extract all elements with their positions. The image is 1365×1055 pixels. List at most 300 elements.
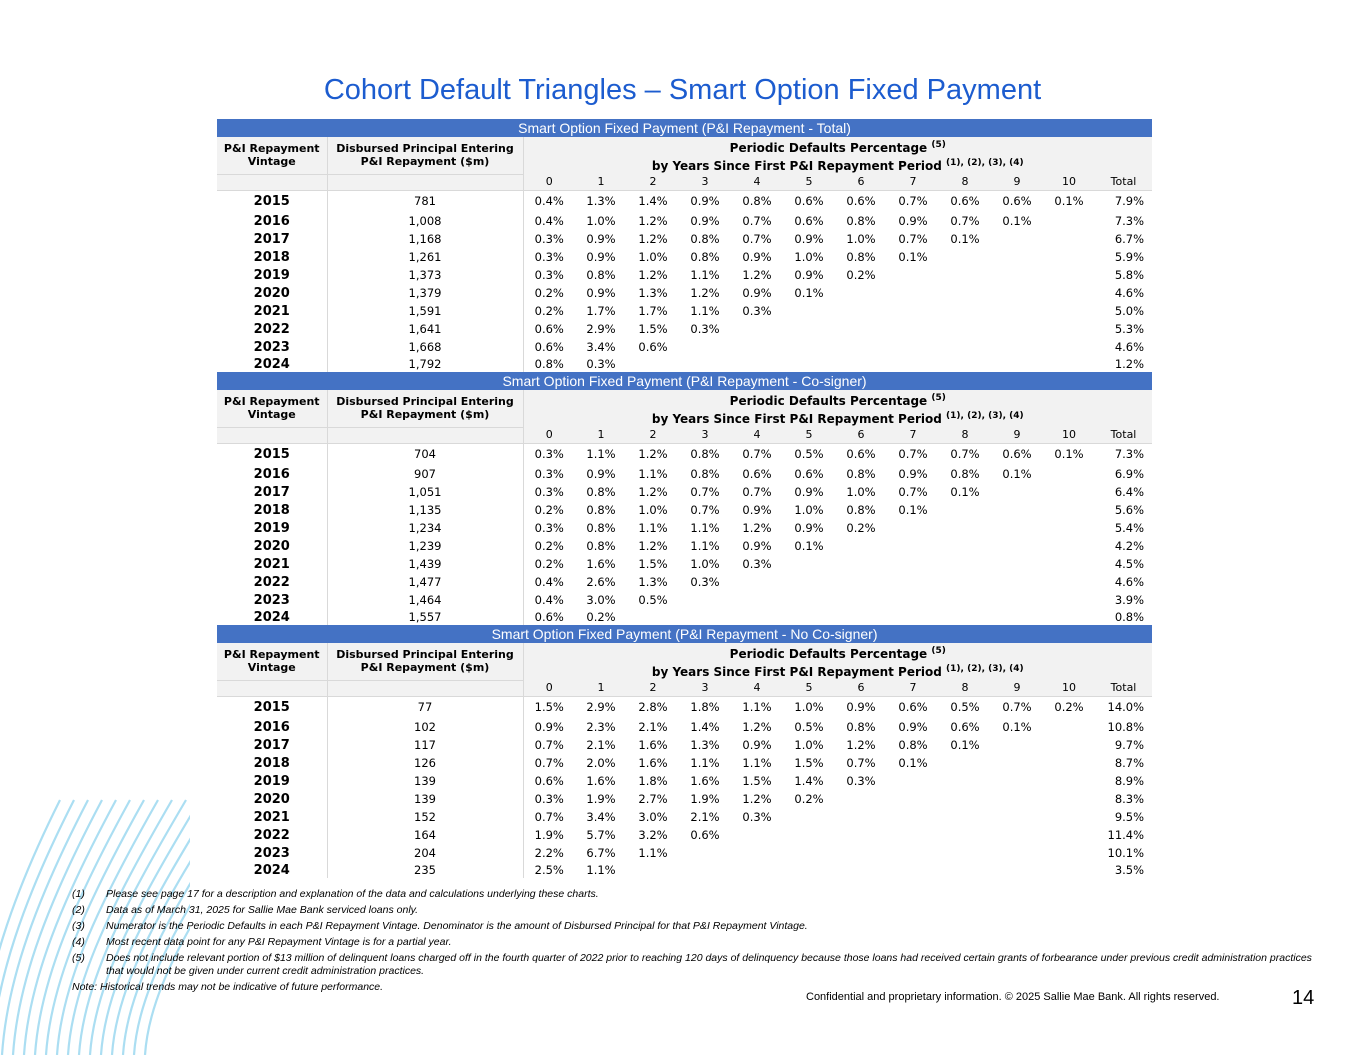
column-header: 6	[835, 427, 887, 443]
default-pct-cell	[1043, 790, 1095, 808]
default-pct-cell	[835, 609, 887, 625]
principal-cell: 139	[327, 790, 523, 808]
column-header: 2	[627, 680, 679, 696]
default-pct-cell: 0.3%	[690, 322, 720, 336]
default-pct-cell: 0.6%	[534, 340, 564, 354]
default-pct-cell	[1043, 555, 1095, 573]
default-pct-cell: 3.4%	[586, 810, 616, 824]
default-pct-cell	[835, 573, 887, 591]
principal-cell: 1,439	[327, 555, 523, 573]
vintage-cell: 2019	[217, 519, 327, 537]
default-pct-cell: 1.0%	[638, 503, 668, 517]
footnote-text: Data as of March 31, 2025 for Sallie Mae Bank serviced loans only.	[106, 904, 419, 916]
default-pct-cell: 0.6%	[534, 322, 564, 336]
default-pct-cell: 0.6%	[794, 214, 824, 228]
default-pct-cell	[783, 826, 835, 844]
default-pct-cell	[1043, 212, 1095, 230]
default-pct-cell: 0.9%	[898, 214, 928, 228]
default-pct-cell: 0.9%	[586, 250, 616, 264]
column-header: 2	[627, 174, 679, 190]
default-pct-cell: 0.7%	[534, 756, 564, 770]
default-pct-cell: 0.6%	[794, 194, 824, 209]
empty-cell	[217, 680, 327, 696]
default-pct-cell: 0.2%	[794, 792, 824, 806]
default-pct-cell	[887, 826, 939, 844]
default-pct-cell: 2.7%	[638, 792, 668, 806]
footnote-number: (2)	[72, 904, 85, 916]
default-pct-cell	[783, 356, 835, 372]
default-pct-cell	[991, 555, 1043, 573]
default-pct-cell	[1043, 356, 1095, 372]
default-pct-cell: 0.3%	[586, 357, 616, 371]
default-pct-cell	[1043, 483, 1095, 501]
default-pct-cell	[731, 844, 783, 862]
column-header: 4	[731, 427, 783, 443]
principal-cell: 117	[327, 736, 523, 754]
default-pct-cell: 0.3%	[846, 774, 876, 788]
total-cell: 9.7%	[1114, 738, 1145, 752]
default-pct-cell: 2.9%	[586, 322, 616, 336]
total-cell: 5.4%	[1114, 521, 1145, 535]
table-row	[217, 465, 1152, 483]
principal-cell: 1,464	[327, 591, 523, 609]
default-pct-cell	[939, 284, 991, 302]
default-pct-cell	[939, 844, 991, 862]
default-pct-cell: 1.9%	[586, 792, 616, 806]
section-title-row	[217, 119, 1152, 137]
default-pct-cell: 0.5%	[638, 593, 668, 607]
default-pct-cell	[1043, 826, 1095, 844]
default-pct-cell	[887, 302, 939, 320]
table-row	[217, 284, 1152, 302]
table-row	[217, 266, 1152, 284]
default-pct-cell	[991, 501, 1043, 519]
default-pct-cell	[939, 754, 991, 772]
default-pct-cell: 3.0%	[638, 810, 668, 824]
default-pct-cell	[991, 483, 1043, 501]
default-pct-cell: 0.9%	[898, 467, 928, 481]
default-pct-cell	[1043, 266, 1095, 284]
default-pct-cell: 2.1%	[586, 738, 616, 752]
vintage-cell: 2020	[217, 537, 327, 555]
default-pct-cell: 2.0%	[586, 756, 616, 770]
default-pct-cell	[991, 808, 1043, 826]
column-header: 1	[575, 680, 627, 696]
default-pct-cell: 2.1%	[638, 720, 668, 734]
default-pct-cell: 1.1%	[638, 846, 668, 860]
page-number: 14	[1292, 987, 1315, 1009]
header-row	[217, 643, 1152, 663]
default-pct-cell: 3.4%	[586, 340, 616, 354]
column-header: 8	[939, 680, 991, 696]
footnote-text: Most recent data point for any P&I Repayment Vintage is for a partial year.	[106, 936, 452, 948]
default-pct-cell	[887, 609, 939, 625]
principal-cell: 1,668	[327, 338, 523, 356]
total-cell: 4.6%	[1114, 286, 1145, 300]
default-pct-cell: 1.2%	[638, 232, 668, 246]
default-pct-cell: 0.2%	[846, 268, 876, 282]
default-pct-cell: 1.1%	[690, 268, 720, 282]
principal-cell: 1,373	[327, 266, 523, 284]
periodic-header-footnote: (1), (2), (3), (4)	[946, 664, 1024, 674]
default-pct-cell	[991, 790, 1043, 808]
default-pct-cell: 0.7%	[898, 194, 928, 209]
default-pct-cell	[835, 302, 887, 320]
default-pct-cell: 1.2%	[638, 485, 668, 499]
default-pct-cell: 1.2%	[638, 214, 668, 228]
default-pct-cell	[835, 338, 887, 356]
default-pct-cell: 1.2%	[638, 447, 668, 462]
default-pct-cell: 0.9%	[794, 268, 824, 282]
principal-cell: 139	[327, 772, 523, 790]
default-pct-cell	[991, 772, 1043, 790]
default-pct-cell: 0.7%	[742, 485, 772, 499]
vintage-cell: 2016	[217, 212, 327, 230]
default-pct-cell	[627, 862, 679, 878]
default-pct-cell	[1043, 320, 1095, 338]
default-pct-cell: 1.2%	[742, 268, 772, 282]
vintage-cell: 2024	[217, 356, 327, 372]
default-pct-cell	[679, 338, 731, 356]
table-row	[217, 609, 1152, 625]
footnote-text: Does not include relevant portion of $13 million of delinquent loans charged off in the fourth quarter of 2022 prior to reaching 120 days of delinquency because those loans had received certain grants of forbearance under previous credit administration practices that would not be given under current credit administration practices.	[106, 952, 1312, 977]
default-pct-cell	[731, 338, 783, 356]
vintage-cell: 2019	[217, 772, 327, 790]
table-row	[217, 555, 1152, 573]
default-pct-cell	[731, 826, 783, 844]
periodic-header-text: Periodic Defaults Percentage	[729, 140, 928, 155]
vintage-header: P&I Repayment Vintage	[217, 390, 327, 427]
principal-header: Disbursed Principal Entering P&I Repayment ($m)	[327, 390, 523, 427]
column-header: 1	[575, 427, 627, 443]
default-pct-cell: 1.2%	[742, 720, 772, 734]
default-pct-cell	[991, 338, 1043, 356]
periodic-header-text: by Years Since First P&I Repayment Period	[651, 665, 942, 679]
principal-cell: 164	[327, 826, 523, 844]
footnote	[72, 920, 1312, 933]
default-pct-cell	[627, 356, 679, 372]
default-pct-cell: 0.7%	[742, 214, 772, 228]
default-pct-cell: 0.6%	[638, 340, 668, 354]
default-pct-cell: 0.7%	[898, 232, 928, 246]
principal-cell: 1,135	[327, 501, 523, 519]
default-pct-cell	[939, 320, 991, 338]
default-pct-cell	[1043, 284, 1095, 302]
default-pct-cell	[731, 320, 783, 338]
periodic-header-text: Periodic Defaults Percentage	[729, 393, 928, 408]
total-cell: 5.9%	[1114, 250, 1145, 264]
default-pct-cell	[939, 862, 991, 878]
default-pct-cell: 1.0%	[846, 485, 876, 499]
principal-cell: 1,051	[327, 483, 523, 501]
default-pct-cell: 1.2%	[690, 286, 720, 300]
default-pct-cell	[887, 772, 939, 790]
default-pct-cell	[991, 519, 1043, 537]
default-pct-cell	[1043, 302, 1095, 320]
total-cell: 11.4%	[1107, 828, 1145, 842]
default-pct-cell: 1.1%	[690, 304, 720, 318]
default-pct-cell	[991, 284, 1043, 302]
footnote-number: (3)	[72, 920, 85, 932]
default-pct-cell	[991, 537, 1043, 555]
total-cell: 8.7%	[1114, 756, 1145, 770]
vintage-cell: 2020	[217, 790, 327, 808]
default-pct-cell	[887, 573, 939, 591]
vintage-cell: 2023	[217, 844, 327, 862]
default-pct-cell: 0.6%	[794, 467, 824, 481]
default-pct-cell	[679, 609, 731, 625]
principal-cell: 77	[327, 696, 523, 718]
default-pct-cell	[1043, 609, 1095, 625]
default-pct-cell: 0.3%	[534, 467, 564, 481]
principal-cell: 1,379	[327, 284, 523, 302]
section-title-row	[217, 625, 1152, 643]
default-pct-cell: 0.8%	[586, 485, 616, 499]
default-pct-cell: 0.6%	[846, 194, 876, 209]
table-row	[217, 826, 1152, 844]
periodic-header-footnote: (5)	[931, 392, 946, 403]
default-pct-cell: 0.7%	[898, 447, 928, 462]
periodic-header-text: by Years Since First P&I Repayment Period	[651, 159, 942, 173]
total-cell: 8.9%	[1114, 774, 1145, 788]
section-title: Smart Option Fixed Payment (P&I Repayment - Co-signer)	[217, 372, 1152, 390]
default-pct-cell	[679, 591, 731, 609]
default-pct-cell	[835, 844, 887, 862]
column-header: 7	[887, 427, 939, 443]
default-pct-cell: 0.2%	[846, 521, 876, 535]
vintage-cell: 2020	[217, 284, 327, 302]
footnote	[72, 936, 1312, 949]
default-pct-cell	[1043, 718, 1095, 736]
default-pct-cell	[887, 519, 939, 537]
default-pct-cell: 1.6%	[638, 738, 668, 752]
default-pct-cell: 1.3%	[586, 194, 616, 209]
default-pct-cell	[939, 356, 991, 372]
vintage-cell: 2017	[217, 483, 327, 501]
default-pct-cell	[731, 591, 783, 609]
periodic-header-line1	[523, 643, 1152, 663]
default-pct-cell: 1.6%	[586, 557, 616, 571]
default-pct-cell: 2.5%	[534, 863, 564, 877]
total-cell: 0.8%	[1114, 610, 1145, 624]
default-pct-cell: 0.6%	[534, 610, 564, 624]
principal-cell: 781	[327, 190, 523, 212]
principal-cell: 1,641	[327, 320, 523, 338]
principal-header: Disbursed Principal Entering P&I Repayment ($m)	[327, 643, 523, 680]
default-pct-cell	[1043, 501, 1095, 519]
default-pct-cell: 0.9%	[690, 214, 720, 228]
default-pct-cell: 1.5%	[534, 700, 564, 715]
column-header: 3	[679, 174, 731, 190]
vintage-header: P&I Repayment Vintage	[217, 643, 327, 680]
default-pct-cell: 0.9%	[742, 738, 772, 752]
column-header: 7	[887, 174, 939, 190]
empty-cell	[327, 174, 523, 190]
default-pct-cell: 0.1%	[794, 539, 824, 553]
column-header: 8	[939, 174, 991, 190]
column-header: Total	[1095, 680, 1152, 696]
principal-cell: 152	[327, 808, 523, 826]
default-pct-cell: 0.1%	[1002, 467, 1032, 481]
default-pct-cell: 0.2%	[534, 539, 564, 553]
default-pct-cell: 0.9%	[742, 286, 772, 300]
default-pct-cell: 0.6%	[534, 774, 564, 788]
vintage-cell: 2016	[217, 465, 327, 483]
default-pct-cell	[627, 609, 679, 625]
default-pct-cell: 0.4%	[534, 593, 564, 607]
vintage-cell: 2023	[217, 338, 327, 356]
column-header: 10	[1043, 174, 1095, 190]
vintage-cell: 2023	[217, 591, 327, 609]
principal-cell: 1,477	[327, 573, 523, 591]
default-pct-cell: 0.8%	[586, 268, 616, 282]
default-pct-cell	[1043, 862, 1095, 878]
column-header: 10	[1043, 680, 1095, 696]
default-pct-cell	[991, 266, 1043, 284]
default-pct-cell: 0.7%	[534, 810, 564, 824]
footnote-text: Please see page 17 for a description and explanation of the data and calculations underlying these charts.	[106, 888, 599, 900]
default-pct-cell: 1.4%	[794, 774, 824, 788]
default-pct-cell	[939, 338, 991, 356]
default-pct-cell: 1.1%	[742, 756, 772, 770]
default-pct-cell: 0.2%	[534, 503, 564, 517]
periodic-header-line1	[523, 390, 1152, 410]
column-header: 0	[523, 427, 575, 443]
column-header: 3	[679, 680, 731, 696]
default-pct-cell	[991, 591, 1043, 609]
column-header: 1	[575, 174, 627, 190]
default-pct-cell: 1.1%	[638, 521, 668, 535]
default-pct-cell: 0.7%	[1002, 700, 1032, 715]
total-cell: 10.1%	[1107, 846, 1145, 860]
default-pct-cell: 1.2%	[742, 521, 772, 535]
default-pct-cell	[1043, 230, 1095, 248]
default-pct-cell: 1.2%	[742, 792, 772, 806]
default-pct-cell	[1043, 338, 1095, 356]
column-header: 3	[679, 427, 731, 443]
column-header: 9	[991, 427, 1043, 443]
section-title-row	[217, 372, 1152, 390]
default-pct-cell: 0.1%	[1002, 214, 1032, 228]
footnotes	[72, 888, 1312, 993]
default-pct-cell: 0.8%	[690, 250, 720, 264]
table-row	[217, 736, 1152, 754]
default-pct-cell: 0.9%	[794, 232, 824, 246]
default-pct-cell	[1043, 808, 1095, 826]
total-cell: 4.2%	[1114, 539, 1145, 553]
principal-header: Disbursed Principal Entering P&I Repayment ($m)	[327, 137, 523, 174]
total-cell: 6.7%	[1114, 232, 1145, 246]
table-row	[217, 696, 1152, 718]
default-pct-cell: 0.3%	[534, 250, 564, 264]
default-pct-cell	[783, 555, 835, 573]
principal-cell: 1,239	[327, 537, 523, 555]
default-pct-cell	[783, 302, 835, 320]
default-pct-cell	[939, 501, 991, 519]
column-header: 10	[1043, 427, 1095, 443]
default-pct-cell: 1.9%	[534, 828, 564, 842]
default-pct-cell: 0.8%	[586, 521, 616, 535]
periodic-header-text: Periodic Defaults Percentage	[729, 646, 928, 661]
vintage-cell: 2015	[217, 696, 327, 718]
column-header-row	[217, 174, 1152, 190]
principal-cell: 1,234	[327, 519, 523, 537]
default-pct-cell: 0.8%	[846, 503, 876, 517]
default-pct-cell	[991, 573, 1043, 591]
footnote-number: (1)	[72, 888, 85, 900]
vintage-cell: 2022	[217, 826, 327, 844]
principal-cell: 102	[327, 718, 523, 736]
default-pct-cell: 0.9%	[794, 485, 824, 499]
column-header: Total	[1095, 427, 1152, 443]
footnote-number: (5)	[72, 952, 85, 964]
default-pct-cell: 1.2%	[638, 268, 668, 282]
default-pct-cell: 0.9%	[586, 232, 616, 246]
default-pct-cell	[991, 754, 1043, 772]
default-pct-cell: 0.1%	[898, 503, 928, 517]
periodic-header-line1	[523, 137, 1152, 157]
table-row	[217, 519, 1152, 537]
default-pct-cell: 0.6%	[846, 447, 876, 462]
default-pct-cell: 1.8%	[638, 774, 668, 788]
default-pct-cell	[939, 808, 991, 826]
default-pct-cell	[783, 862, 835, 878]
table-row	[217, 790, 1152, 808]
default-pct-cell: 1.5%	[794, 756, 824, 770]
footnote-text: Numerator is the Periodic Defaults in each P&I Repayment Vintage. Denominator is the amount of Disbursed Principal for that P&I Repayment Vintage.	[106, 920, 808, 932]
default-pct-cell: 0.8%	[846, 720, 876, 734]
default-pct-cell: 0.9%	[846, 700, 876, 715]
default-pct-cell	[835, 862, 887, 878]
default-pct-cell: 0.6%	[950, 194, 980, 209]
default-pct-cell	[887, 790, 939, 808]
total-cell: 9.5%	[1114, 810, 1145, 824]
default-pct-cell: 1.6%	[586, 774, 616, 788]
table-row	[217, 230, 1152, 248]
default-pct-cell: 2.6%	[586, 575, 616, 589]
default-pct-cell: 0.7%	[950, 447, 980, 462]
default-pct-cell: 0.1%	[950, 738, 980, 752]
column-header: 8	[939, 427, 991, 443]
historical-note: Note: Historical trends may not be indicative of future performance.	[72, 981, 384, 993]
default-pct-cell: 1.1%	[586, 447, 616, 462]
default-pct-cell: 0.7%	[690, 503, 720, 517]
default-pct-cell: 5.7%	[586, 828, 616, 842]
default-pct-cell	[783, 338, 835, 356]
total-cell: 8.3%	[1114, 792, 1145, 806]
default-pct-cell: 0.3%	[742, 557, 772, 571]
periodic-header-footnote: (5)	[931, 645, 946, 656]
default-pct-cell: 0.4%	[534, 194, 564, 209]
default-pct-cell	[939, 537, 991, 555]
default-pct-cell: 0.2%	[534, 304, 564, 318]
default-pct-cell	[887, 537, 939, 555]
default-pct-cell: 0.9%	[898, 720, 928, 734]
default-pct-cell	[887, 338, 939, 356]
default-pct-cell: 0.8%	[586, 539, 616, 553]
default-pct-cell: 0.2%	[534, 557, 564, 571]
default-pct-cell: 1.4%	[638, 194, 668, 209]
default-pct-cell: 1.3%	[690, 738, 720, 752]
default-pct-cell: 1.5%	[742, 774, 772, 788]
vintage-cell: 2024	[217, 609, 327, 625]
default-pct-cell	[783, 320, 835, 338]
empty-cell	[217, 174, 327, 190]
table-row	[217, 591, 1152, 609]
column-header: 4	[731, 174, 783, 190]
default-pct-cell: 0.3%	[742, 304, 772, 318]
default-pct-cell: 0.3%	[534, 232, 564, 246]
